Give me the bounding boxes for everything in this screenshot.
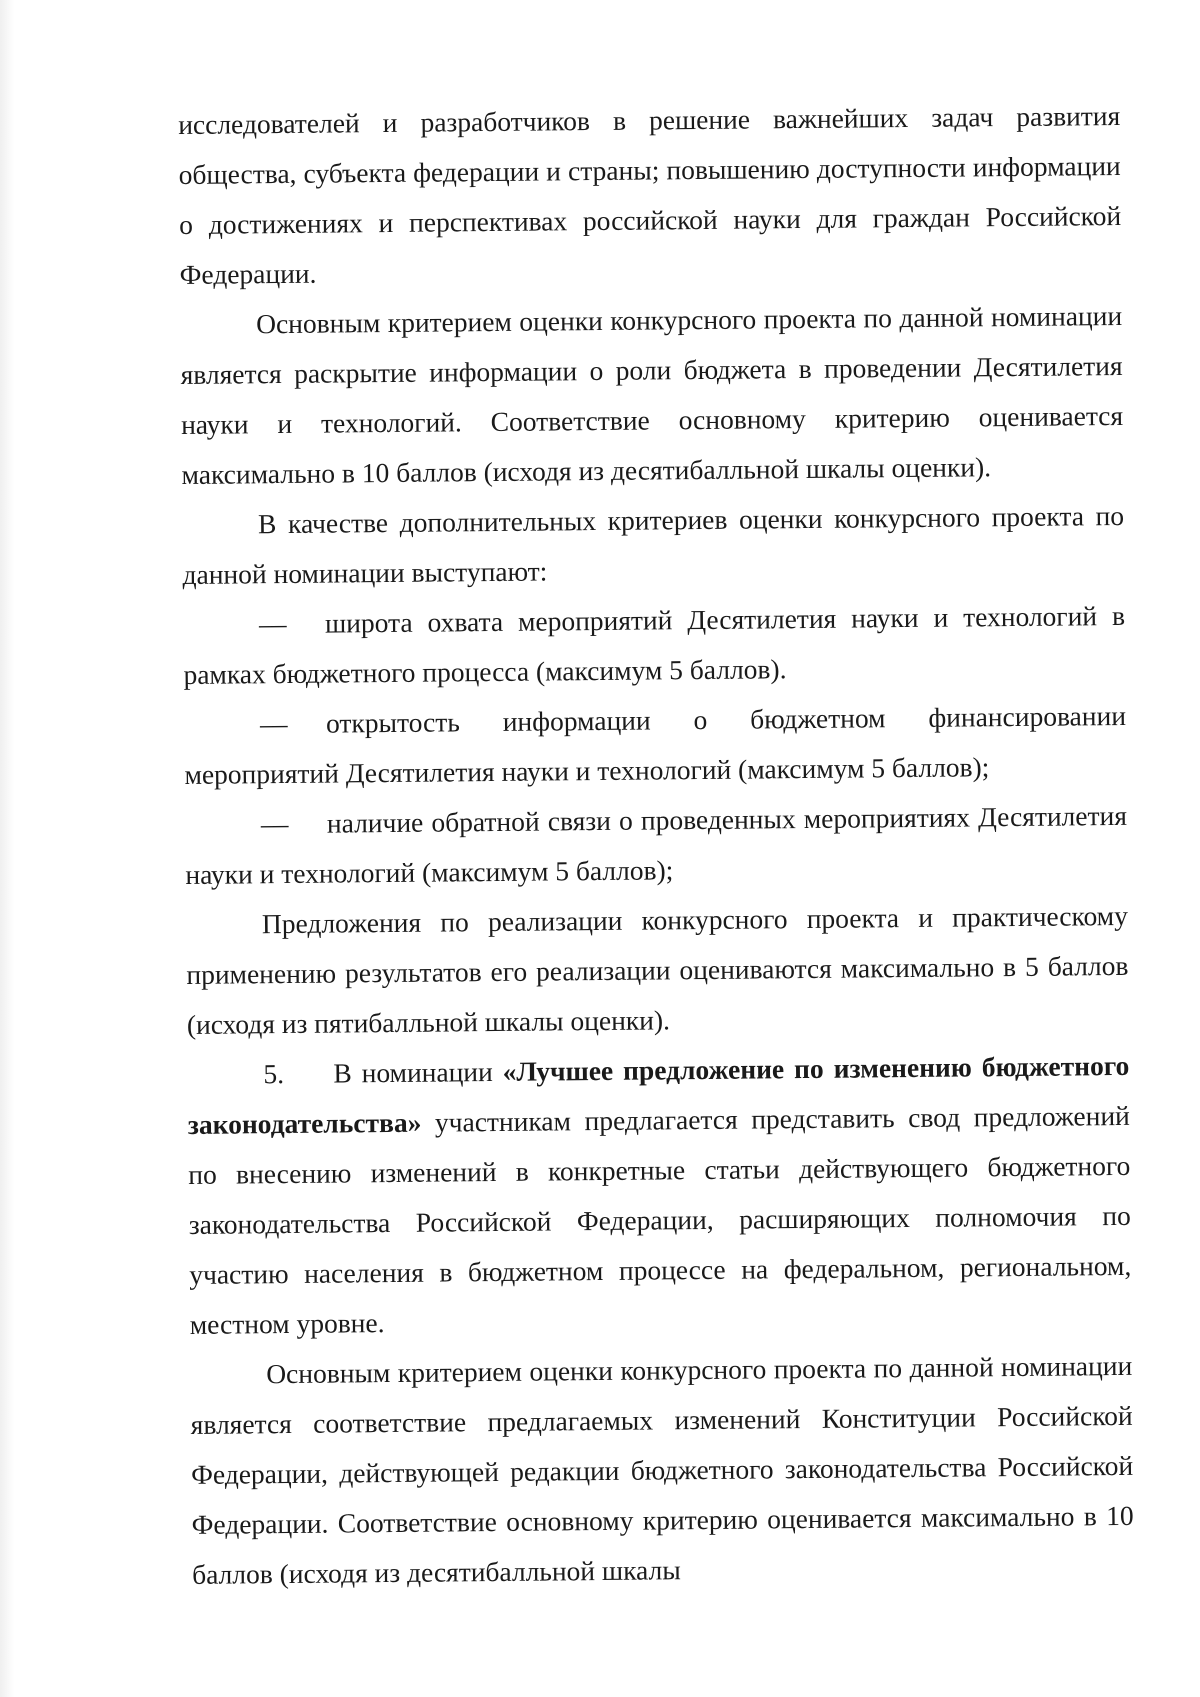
section-body-text: участникам предлагается представить свод предложений по внесению изменений в конкретные статьи действующего бюджетного законодательства Российской Федерации, расширяющих полномочия по участию населения в бюджетном процессе на федеральном, региональном, местном уровне. [188,1099,1132,1340]
list-dash: — [258,607,287,640]
nomination-title: «Лучшее предложение по изменению бюджетного законодательства» [187,1049,1130,1140]
paragraph-proposals: Предложения по реализации конкурсного проекта и практическому применению результатов его реализации оцениваются максимально в 5 баллов (исходя из пятибалльной шкалы оценки). [186,899,1129,1040]
document-body [178,91,1134,1600]
section-lead-text: В номинации [333,1055,503,1089]
paragraph-additional-criteria: В качестве дополнительных критериев оценки конкурсного проекта по данной номинации выступают: [182,499,1125,590]
scan-edge [0,0,14,1697]
section-number: 5. [263,1058,285,1090]
list-item-text: широта охвата мероприятий Десятилетия науки и технологий в рамках бюджетного процесса (максимум 5 баллов). [183,599,1126,690]
list-dash: — [260,807,289,840]
paragraph-continuation: исследователей и разработчиков в решение важнейших задач развития общества, субъекта федерации и страны; повышению доступности информации о достижениях и перспективах российской науки для граждан Российской Федерации. [178,99,1122,290]
list-dash: — [259,707,288,740]
list-item-text: наличие обратной связи о проведенных мероприятиях Десятилетия науки и технологий (максимум 5 баллов); [185,799,1128,890]
list-item [184,691,1127,800]
list-item-text: открытость информации о бюджетном финансировании мероприятий Десятилетия науки и технологий (максимум 5 баллов); [184,699,1127,790]
section-5-paragraph [187,1041,1132,1350]
paragraph-legislation-criterion: Основным критерием оценки конкурсного проекта по данной номинации является соответствие предлагаемых изменений Конституции Российской Федерации, действующей редакции бюджетного законодательства Российской Федерации. Соответствие основному критерию оценивается максимально в 10 баллов (исходя из десятибалльной шкалы [190,1349,1134,1590]
list-item [183,591,1126,700]
list-item [185,791,1128,900]
paragraph-main-criterion: Основным критерием оценки конкурсного проекта по данной номинации является раскрытие информации о роли бюджета в проведении Десятилетия науки и технологий. Соответствие основному критерию оценивается максимально в 10 баллов (исходя из десятибалльной шкалы оценки). [180,299,1124,490]
